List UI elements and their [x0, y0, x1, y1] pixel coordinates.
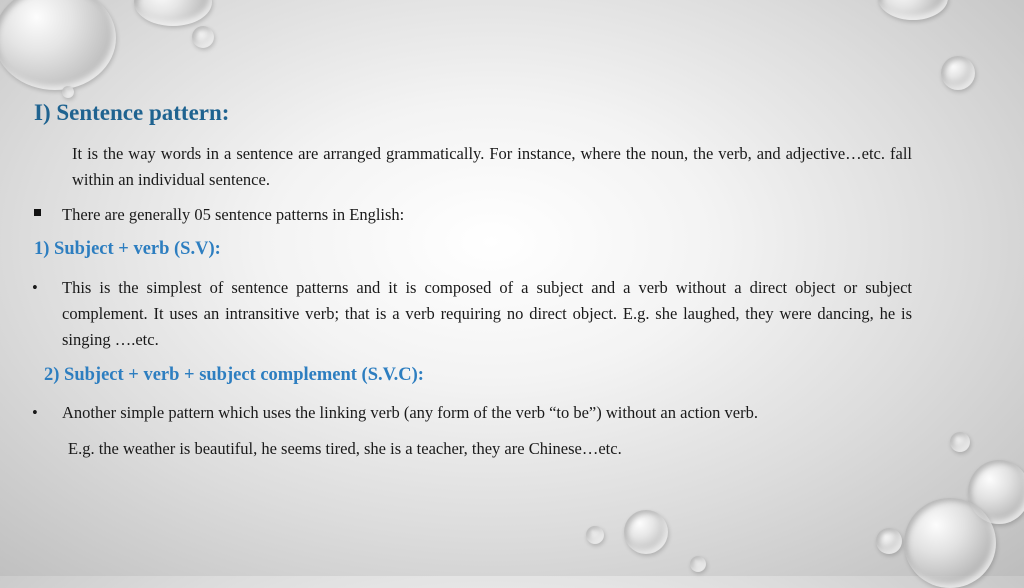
water-drop-decoration — [192, 26, 214, 48]
water-drop-decoration — [62, 86, 74, 98]
pattern1-title: 1) Subject + verb (S.V): — [34, 239, 221, 259]
intro-paragraph: It is the way words in a sentence are arranged grammatically. For instance, where the noun, the verb, and adjective…etc. fall within an individual sentence. — [72, 144, 912, 189]
water-drop-decoration — [950, 432, 970, 452]
pattern1-description: This is the simplest of sentence patterns and it is composed of a subject and a verb without a direct object or subject complement. It uses an intransitive verb; that is a verb requiring no direct object. E.g. she laughed, they were dancing, he is singing ….etc. — [62, 278, 912, 349]
water-drop-decoration — [876, 528, 902, 554]
water-drop-decoration — [878, 0, 948, 20]
page-title: I) Sentence pattern: — [34, 100, 230, 125]
pattern2-examples: E.g. the weather is beautiful, he seems tired, she is a teacher, they are Chinese…etc. — [68, 439, 622, 458]
bullet-sentence-patterns-count: There are generally 05 sentence patterns in English: — [62, 205, 405, 224]
bullet-icon: • — [32, 403, 38, 422]
bullet-icon: • — [32, 278, 38, 297]
pattern2-title: 2) Subject + verb + subject complement (S.V.C): — [44, 365, 424, 385]
water-drop-decoration — [0, 0, 116, 90]
square-bullet-icon — [34, 209, 41, 216]
water-drop-decoration — [624, 510, 668, 554]
water-drop-decoration — [586, 526, 604, 544]
pattern2-description: Another simple pattern which uses the linking verb (any form of the verb “to be”) without an action verb. — [62, 403, 759, 422]
water-drop-decoration — [941, 56, 975, 90]
water-drop-decoration — [690, 556, 706, 572]
water-drop-decoration — [134, 0, 212, 26]
water-drop-decoration — [904, 498, 996, 588]
